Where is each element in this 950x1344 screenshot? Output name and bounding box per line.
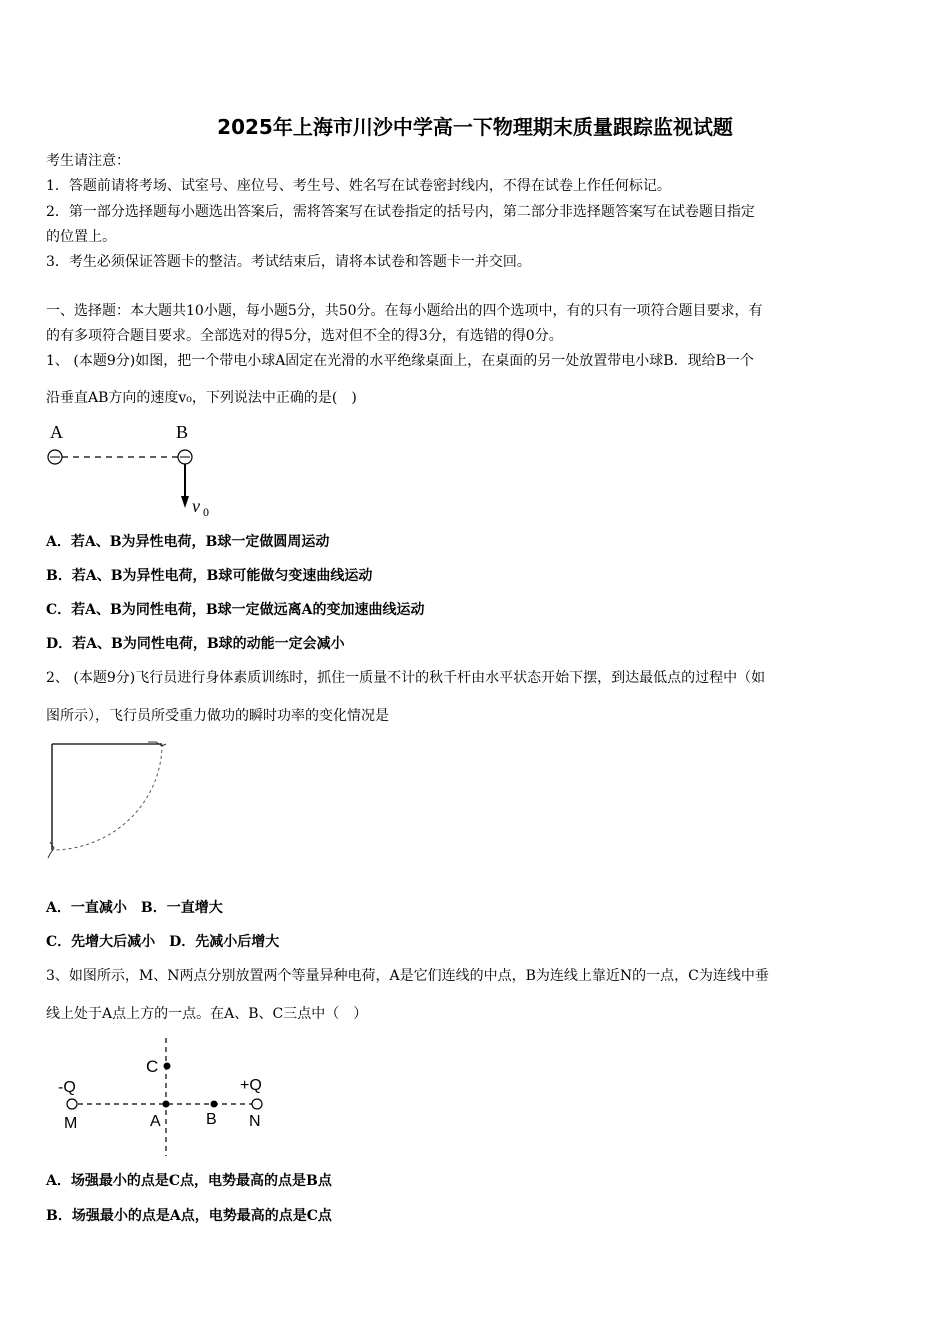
notice-item-1: 1．答题前请将考场、试室号、座位号、考生号、姓名写在试卷密封线内，不得在试卷上作任何标记。	[46, 178, 671, 194]
point-n	[252, 1099, 262, 1109]
point-b	[211, 1101, 218, 1108]
q2-stem-1: 2、 (本题9分)飞行员进行身体素质训练时，抓住一质量不计的秋千杆由水平状态开始下摆，到达最低点的过程中（如	[46, 670, 766, 686]
section-instructions-1: 一、选择题：本大题共10小题，每小题5分，共50分。在每小题给出的四个选项中，有的只有一项符合题目要求，有	[46, 303, 763, 319]
point-c	[164, 1063, 171, 1070]
q3-figure	[54, 1034, 284, 1160]
section-instructions-2: 的有多项符合题目要求。全部选对的得5分，选对但不全的得3分，有选错的得0分。	[46, 328, 563, 344]
q2-options-row-2[interactable]: C．先增大后减小 D．先减小后增大	[46, 934, 280, 950]
notice-heading: 考生请注意：	[46, 153, 130, 169]
label-b: B	[206, 1111, 217, 1128]
q2-options-row-1[interactable]: A．一直减小 B．一直增大	[46, 900, 223, 916]
q3-option-b[interactable]: B．场强最小的点是A点，电势最高的点是C点	[46, 1208, 332, 1224]
q1-option-a[interactable]: A．若A、B为异性电荷，B球一定做圆周运动	[46, 534, 330, 550]
q1-label-a: A	[50, 422, 63, 442]
q2-figure	[44, 738, 174, 862]
q1-option-c[interactable]: C．若A、B为同性电荷，B球一定做远离A的变加速曲线运动	[46, 602, 425, 618]
q1-label-b: B	[176, 422, 189, 442]
pilot-bottom	[48, 842, 54, 858]
point-m	[67, 1099, 77, 1109]
q3-option-a[interactable]: A．场强最小的点是C点，电势最高的点是B点	[46, 1173, 332, 1189]
label-n: N	[249, 1113, 261, 1130]
notice-item-3: 3．考生必须保证答题卡的整洁。考试结束后，请将本试卷和答题卡一并交回。	[46, 254, 531, 270]
notice-item-2-cont: 的位置上。	[46, 229, 116, 245]
q1-stem-2: 沿垂直AB方向的速度v₀，下列说法中正确的是( )	[46, 390, 357, 406]
label-plus-q: +Q	[240, 1077, 262, 1094]
label-m: M	[64, 1115, 78, 1132]
q1-stem-1: 1、 (本题9分)如图，把一个带电小球A固定在光滑的水平绝缘桌面上，在桌面的另一处放置带电小球B．现给B一个	[46, 353, 754, 369]
velocity-label: v	[192, 496, 200, 516]
point-a	[163, 1101, 170, 1108]
q2-stem-2: 图所示），飞行员所受重力做功的瞬时功率的变化情况是	[46, 708, 389, 724]
q1-option-b[interactable]: B．若A、B为异性电荷，B球可能做匀变速曲线运动	[46, 568, 373, 584]
page-title: 2025年上海市川沙中学高一下物理期末质量跟踪监视试题	[217, 115, 733, 139]
q3-stem-2: 线上处于A点上方的一点。在A、B、C三点中（ ）	[46, 1006, 368, 1022]
q1-figure	[40, 420, 240, 520]
label-c: C	[146, 1057, 159, 1076]
notice-item-2: 2．第一部分选择题每小题选出答案后，需将答案写在试卷指定的括号内，第二部分非选择题答案写在试卷题目指定	[46, 204, 755, 220]
label-a: A	[150, 1113, 161, 1130]
q1-option-d[interactable]: D．若A、B为同性电荷，B球的动能一定会减小	[46, 636, 345, 652]
velocity-subscript: 0	[203, 505, 209, 519]
label-minus-q: -Q	[58, 1079, 76, 1096]
q3-stem-1: 3、如图所示，M、N两点分别放置两个等量异种电荷，A是它们连线的中点，B为连线上靠近N的一点，C为连线中垂	[46, 968, 769, 984]
swing-arc	[52, 744, 162, 850]
